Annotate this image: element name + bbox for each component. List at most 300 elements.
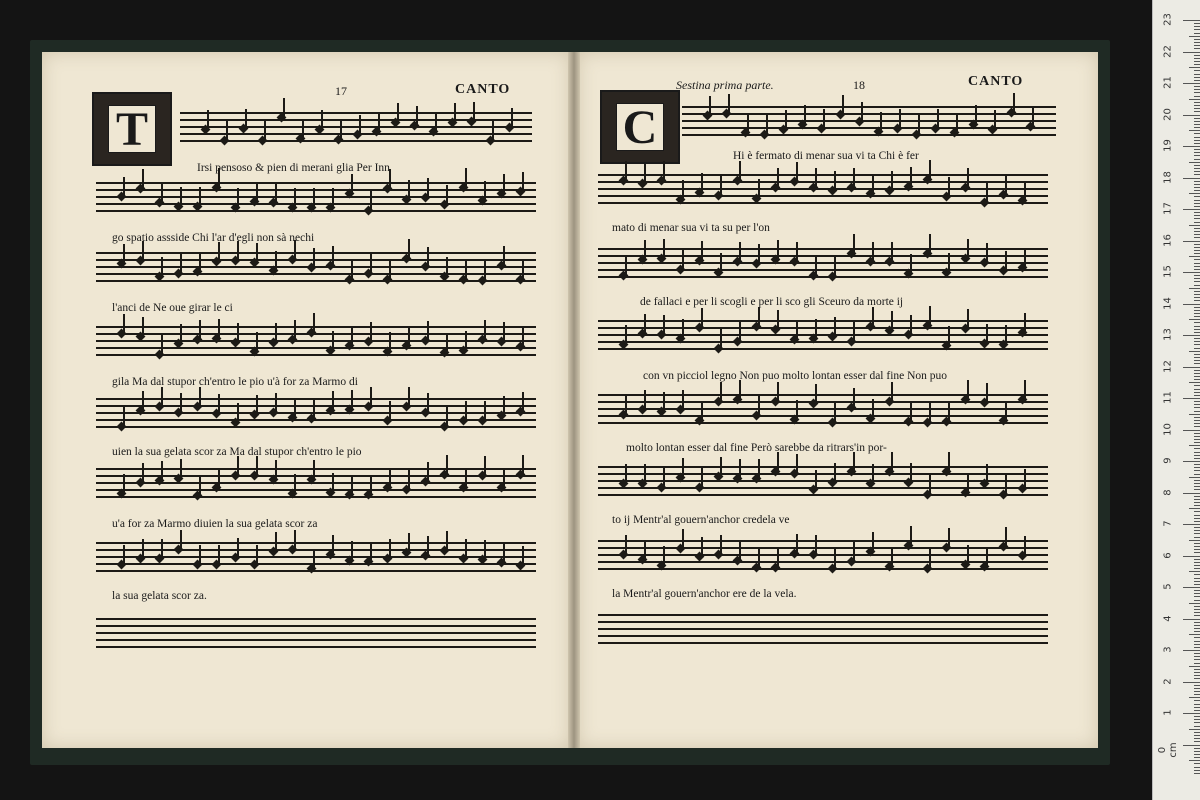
note-stem (682, 529, 684, 549)
staff-line (96, 326, 536, 328)
note-stem (986, 243, 988, 263)
note-stem (199, 387, 201, 407)
note-stem (948, 177, 950, 197)
note-stem (142, 169, 144, 189)
note-stem (663, 239, 665, 259)
note-stem (815, 470, 817, 490)
note-stem (370, 322, 372, 342)
ruler-minor-tick (1194, 773, 1200, 774)
note-stem (796, 242, 798, 262)
note-stem (275, 393, 277, 413)
note-stem (758, 307, 760, 327)
note-stem (929, 160, 931, 180)
note-stem (834, 403, 836, 423)
note-stem (313, 549, 315, 569)
note-stem (777, 548, 779, 568)
ruler-minor-tick (1194, 521, 1200, 522)
staff-line (682, 127, 1056, 129)
ruler-minor-tick (1194, 455, 1200, 456)
note-stem (1005, 325, 1007, 345)
note-stem (294, 474, 296, 494)
note-stem (389, 332, 391, 352)
note-stem (275, 532, 277, 552)
note-stem (351, 174, 353, 194)
ruler-minor-tick (1189, 697, 1200, 698)
ruler-minor-tick (1194, 385, 1200, 386)
note-stem (207, 110, 209, 130)
note-stem (758, 179, 760, 199)
ruler-minor-tick (1194, 341, 1200, 342)
note-stem (123, 474, 125, 494)
ruler-minor-tick (1194, 489, 1200, 490)
ruler-minor-tick (1194, 370, 1200, 371)
note-stem (785, 110, 787, 130)
ruler-label: 2 (1162, 677, 1174, 685)
left-lyric-5: uien la sua gelata scor za Ma dal stupor ch'entro le pio (112, 446, 362, 458)
initial-letter-t-glyph: T (108, 105, 156, 153)
ruler-minor-tick (1194, 376, 1200, 377)
note-stem (891, 452, 893, 472)
ruler-minor-tick (1194, 174, 1200, 175)
ruler-minor-tick (1194, 685, 1200, 686)
note-stem (427, 462, 429, 482)
ruler-tick (1183, 556, 1200, 557)
note-stem (389, 260, 391, 280)
ruler-minor-tick (1194, 527, 1200, 528)
staff-line (96, 570, 536, 572)
ruler-label: 13 (1162, 328, 1174, 341)
ruler-label: 20 (1162, 107, 1174, 121)
note-stem (332, 391, 334, 411)
ruler-minor-tick (1194, 653, 1200, 654)
ruler-minor-tick (1194, 237, 1200, 238)
note-stem (815, 384, 817, 404)
note-stem (484, 320, 486, 340)
note-stem (180, 459, 182, 479)
initial-letter-t (92, 92, 172, 166)
note-stem (1024, 469, 1026, 489)
ruler-minor-tick (1194, 515, 1200, 516)
staff-line (598, 494, 1048, 496)
note-stem (370, 191, 372, 211)
ruler-minor-tick (1194, 218, 1200, 219)
note-stem (910, 402, 912, 422)
ruler-label: 1 (1162, 709, 1174, 716)
note-stem (796, 162, 798, 182)
ruler-minor-tick (1189, 288, 1200, 289)
note-stem (142, 317, 144, 337)
note-stem (796, 454, 798, 474)
note-stem (484, 456, 486, 476)
ruler-minor-tick (1194, 263, 1200, 264)
note-stem (313, 188, 315, 208)
ruler-minor-tick (1194, 606, 1200, 607)
ruler-minor-tick (1194, 533, 1200, 534)
staff-line (96, 639, 536, 641)
note-stem (465, 401, 467, 421)
ruler-minor-tick (1194, 552, 1200, 553)
note-stem (503, 246, 505, 266)
note-stem (796, 320, 798, 340)
ruler-minor-tick (1194, 64, 1200, 65)
ruler-label: 0 cm (1157, 741, 1179, 758)
ruler-minor-tick (1194, 348, 1200, 349)
staff-line (598, 554, 1048, 556)
note-stem (180, 393, 182, 413)
note-stem (720, 457, 722, 477)
note-stem (359, 115, 361, 135)
note-stem (815, 535, 817, 555)
staff-line (598, 422, 1048, 424)
ruler-minor-tick (1194, 625, 1200, 626)
note-stem (853, 452, 855, 472)
ruler-minor-tick (1194, 452, 1200, 453)
left-staff-3 (96, 252, 536, 284)
ruler-minor-tick (1189, 571, 1200, 572)
ruler-minor-tick (1194, 200, 1200, 201)
ruler-minor-tick (1194, 206, 1200, 207)
note-stem (161, 257, 163, 277)
ruler-minor-tick (1194, 423, 1200, 424)
left-lyric-3: l'anci de Ne oue girar le ci (112, 302, 233, 314)
note-stem (351, 326, 353, 346)
note-stem (199, 320, 201, 340)
ruler-minor-tick (1194, 480, 1200, 481)
right-page-number: 18 (853, 78, 865, 92)
note-stem (522, 260, 524, 280)
note-stem (142, 391, 144, 411)
note-stem (503, 396, 505, 416)
ruler-minor-tick (1194, 45, 1200, 46)
staff-line (598, 174, 1048, 176)
staff-line (180, 112, 532, 114)
note-stem (446, 531, 448, 551)
ruler-minor-tick (1194, 404, 1200, 405)
ruler-minor-tick (1194, 518, 1200, 519)
ruler-tick (1183, 272, 1200, 273)
note-stem (256, 182, 258, 202)
note-stem (370, 387, 372, 407)
ruler-minor-tick (1194, 707, 1200, 708)
ruler-tick (1183, 178, 1200, 179)
ruler-minor-tick (1194, 644, 1200, 645)
note-stem (370, 475, 372, 495)
staff-line (598, 466, 1048, 468)
note-stem (332, 246, 334, 266)
note-stem (853, 388, 855, 408)
ruler-label: 10 (1162, 422, 1174, 436)
ruler-minor-tick (1194, 562, 1200, 563)
note-stem (503, 543, 505, 563)
note-stem (389, 539, 391, 559)
staff-line (682, 120, 1056, 122)
ruler-tick (1183, 83, 1200, 84)
note-stem (891, 547, 893, 567)
ruler-label: 19 (1162, 139, 1174, 152)
note-stem (739, 242, 741, 262)
ruler-minor-tick (1194, 663, 1200, 664)
ruler-minor-tick (1194, 190, 1200, 191)
ruler-tick (1183, 650, 1200, 651)
ruler-minor-tick (1194, 155, 1200, 156)
note-stem (522, 455, 524, 475)
right-lyric-7: la Mentr'al gouern'anchor ere de la vela. (612, 588, 797, 600)
ruler-label: 15 (1162, 265, 1174, 278)
left-lyric-7: la sua gelata scor za. (112, 590, 207, 602)
ruler-minor-tick (1194, 691, 1200, 692)
ruler-tick (1183, 745, 1200, 746)
note-stem (872, 464, 874, 484)
ruler-tick (1183, 52, 1200, 53)
note-stem (777, 240, 779, 260)
note-stem (986, 383, 988, 403)
ruler-minor-tick (1194, 596, 1200, 597)
ruler-minor-tick (1189, 67, 1200, 68)
note-stem (237, 403, 239, 423)
ruler-minor-tick (1194, 584, 1200, 585)
ruler-tick (1183, 209, 1200, 210)
note-stem (956, 113, 958, 133)
note-stem (929, 403, 931, 423)
ruler-minor-tick (1194, 420, 1200, 421)
note-stem (275, 251, 277, 271)
note-stem (237, 538, 239, 558)
left-staff-8 (96, 618, 536, 650)
ruler-minor-tick (1194, 55, 1200, 56)
right-staff-2 (598, 174, 1048, 206)
note-stem (625, 325, 627, 345)
ruler-minor-tick (1189, 414, 1200, 415)
note-stem (256, 332, 258, 352)
ruler-minor-tick (1189, 319, 1200, 320)
note-stem (522, 327, 524, 347)
ruler-tick (1183, 524, 1200, 525)
ruler-minor-tick (1194, 581, 1200, 582)
staff-line (598, 561, 1048, 563)
note-stem (142, 539, 144, 559)
ruler-minor-tick (1194, 537, 1200, 538)
note-stem (625, 464, 627, 484)
note-stem (484, 540, 486, 560)
left-voice-title: CANTO (455, 82, 511, 97)
note-stem (739, 161, 741, 181)
note-stem (986, 183, 988, 203)
note-stem (682, 250, 684, 270)
note-stem (739, 541, 741, 561)
right-staff-8 (598, 614, 1048, 646)
ruler-minor-tick (1194, 316, 1200, 317)
note-stem (986, 547, 988, 567)
note-stem (237, 188, 239, 208)
note-stem (853, 234, 855, 254)
ruler-minor-tick (1194, 338, 1200, 339)
ruler-minor-tick (1194, 360, 1200, 361)
note-stem (1005, 527, 1007, 547)
ruler-minor-tick (1194, 322, 1200, 323)
ruler-minor-tick (1194, 505, 1200, 506)
note-stem (1024, 313, 1026, 333)
ruler-tick (1183, 619, 1200, 620)
ruler-minor-tick (1194, 738, 1200, 739)
ruler-minor-tick (1194, 433, 1200, 434)
ruler-minor-tick (1189, 477, 1200, 478)
ruler-label: 4 (1162, 614, 1174, 622)
ruler-minor-tick (1194, 171, 1200, 172)
left-staff-5 (96, 398, 536, 430)
ruler-tick (1183, 20, 1200, 21)
ruler-minor-tick (1194, 439, 1200, 440)
ruler-minor-tick (1194, 143, 1200, 144)
ruler-minor-tick (1194, 168, 1200, 169)
note-stem (161, 335, 163, 355)
ruler-minor-tick (1194, 741, 1200, 742)
note-stem (446, 333, 448, 353)
note-stem (389, 401, 391, 421)
note-stem (872, 399, 874, 419)
note-stem (332, 473, 334, 493)
note-stem (834, 257, 836, 277)
ruler-minor-tick (1194, 203, 1200, 204)
note-stem (910, 167, 912, 187)
note-stem (948, 452, 950, 472)
note-stem (446, 257, 448, 277)
note-stem (199, 476, 201, 496)
note-stem (682, 390, 684, 410)
note-stem (123, 407, 125, 427)
ruler-minor-tick (1194, 124, 1200, 125)
note-stem (815, 168, 817, 188)
note-stem (161, 183, 163, 203)
ruler-tick (1183, 461, 1200, 462)
ruler-minor-tick (1194, 259, 1200, 260)
note-stem (720, 329, 722, 349)
staff-line (598, 276, 1048, 278)
note-stem (834, 171, 836, 191)
ruler-minor-tick (1194, 593, 1200, 594)
note-stem (142, 463, 144, 483)
ruler-minor-tick (1194, 297, 1200, 298)
note-stem (815, 256, 817, 276)
note-stem (313, 399, 315, 419)
ruler-minor-tick (1194, 474, 1200, 475)
note-stem (161, 461, 163, 481)
ruler-minor-tick (1194, 417, 1200, 418)
ruler-minor-tick (1194, 770, 1200, 771)
right-lyric-5: molto lontan esser dal fine Però sarebbe da ritrars'in por- (626, 442, 887, 454)
ruler-tick (1183, 587, 1200, 588)
ruler-minor-tick (1189, 603, 1200, 604)
note-stem (967, 545, 969, 565)
note-stem (777, 310, 779, 330)
ruler-minor-tick (1194, 29, 1200, 30)
ruler-minor-tick (1194, 278, 1200, 279)
note-stem (218, 319, 220, 339)
note-stem (663, 546, 665, 566)
staff-line (598, 248, 1048, 250)
ruler-minor-tick (1194, 159, 1200, 160)
ruler-minor-tick (1194, 757, 1200, 758)
ruler-minor-tick (1189, 256, 1200, 257)
note-stem (663, 161, 665, 181)
note-stem (218, 242, 220, 262)
note-stem (408, 387, 410, 407)
ruler-minor-tick (1194, 26, 1200, 27)
ruler-minor-tick (1194, 285, 1200, 286)
left-staff-2 (96, 182, 536, 214)
note-stem (245, 109, 247, 129)
ruler-minor-tick (1194, 748, 1200, 749)
staff-line (682, 106, 1056, 108)
note-stem (218, 394, 220, 414)
staff-line (96, 412, 536, 414)
note-stem (644, 314, 646, 334)
left-lyric-4: gila Ma dal stupor ch'entro le pio u'à for za Marmo di (112, 376, 358, 388)
left-staff-1 (180, 112, 532, 144)
note-stem (503, 174, 505, 194)
right-staff-3 (598, 248, 1048, 280)
note-stem (161, 387, 163, 407)
ruler-minor-tick (1194, 641, 1200, 642)
note-stem (332, 188, 334, 208)
ruler-minor-tick (1194, 726, 1200, 727)
note-stem (758, 396, 760, 416)
note-stem (503, 322, 505, 342)
ruler-minor-tick (1189, 162, 1200, 163)
note-stem (427, 247, 429, 267)
note-stem (484, 261, 486, 281)
note-stem (975, 105, 977, 125)
note-stem (446, 407, 448, 427)
ruler-minor-tick (1194, 704, 1200, 705)
ruler-minor-tick (1194, 694, 1200, 695)
note-stem (747, 113, 749, 133)
ruler-minor-tick (1194, 307, 1200, 308)
note-stem (644, 540, 646, 560)
ruler-minor-tick (1189, 193, 1200, 194)
note-stem (929, 234, 931, 254)
ruler-minor-tick (1194, 568, 1200, 569)
ruler-minor-tick (1194, 637, 1200, 638)
ruler-minor-tick (1194, 392, 1200, 393)
staff-line (598, 415, 1048, 417)
staff-line (598, 269, 1048, 271)
ruler-minor-tick (1194, 80, 1200, 81)
ruler-minor-tick (1194, 102, 1200, 103)
ruler-minor-tick (1194, 688, 1200, 689)
ruler-minor-tick (1194, 253, 1200, 254)
staff-line (598, 628, 1048, 630)
ruler-minor-tick (1194, 628, 1200, 629)
note-stem (872, 307, 874, 327)
note-stem (709, 96, 711, 116)
ruler-label: 22 (1162, 44, 1174, 58)
note-stem (492, 121, 494, 141)
note-stem (1024, 181, 1026, 201)
ruler-minor-tick (1194, 590, 1200, 591)
note-stem (663, 468, 665, 488)
note-stem (351, 475, 353, 495)
ruler-tick (1183, 430, 1200, 431)
note-stem (313, 460, 315, 480)
note-stem (218, 545, 220, 565)
ruler-minor-tick (1189, 36, 1200, 37)
note-stem (1013, 93, 1015, 113)
ruler-minor-tick (1194, 751, 1200, 752)
ruler-minor-tick (1194, 149, 1200, 150)
note-stem (256, 545, 258, 565)
ruler-label: 16 (1162, 233, 1174, 247)
note-stem (701, 308, 703, 328)
